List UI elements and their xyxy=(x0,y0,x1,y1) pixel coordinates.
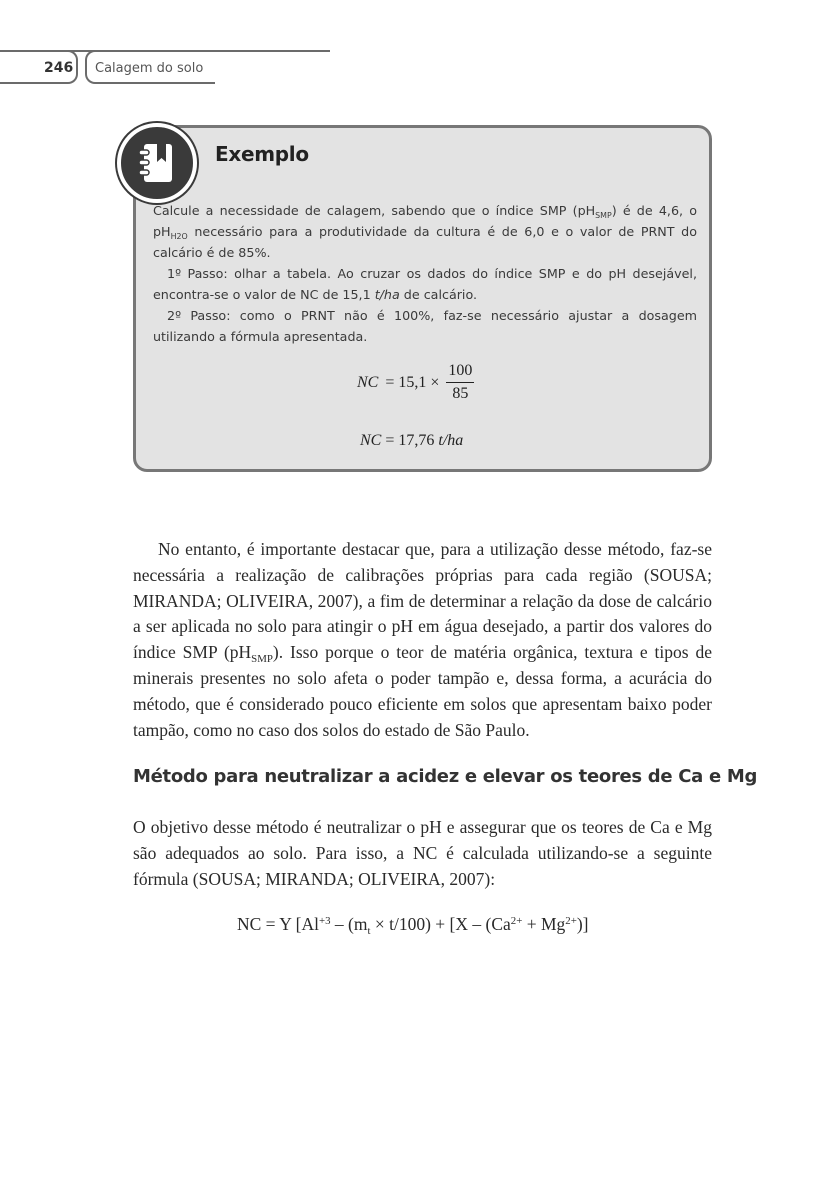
section-heading: Método para neutralizar a acidez e elevar os teores de Ca e Mg xyxy=(133,766,758,787)
formula-nc-fraction: NC = 15,1 × $\frac{100}{85}$ xyxy=(357,362,473,402)
example-badge xyxy=(117,123,197,203)
fraction: $\frac{100}{85}$ xyxy=(448,362,473,402)
running-title: Calagem do solo xyxy=(95,61,204,76)
example-step-1: 1º Passo: olhar a tabela. Ao cruzar os dados do índice SMP e do pH desejável, encontra-se o valor de NC de 15,1 t/ha de calcário. xyxy=(153,266,697,302)
body-paragraph-1: No entanto, é importante destacar que, para a utilização desse método, faz-se necessária a realização de calibrações próprias para cada região (SOUSA; MIRANDA; OLIVEIRA, 2007), a fim de determinar a relação da dose de calcário a ser aplicada no solo para atingir o pH em água desejado, a partir dos valores do índice SMP $(pH_{SMP})$. Isso porque o teor de matéria orgânica, textura e tipos de minerais presentes no solo afeta o poder tampão e, dessa forma, a acurácia do método, que é considerado pouco eficiente em solos que apresentam baixo poder tampão, como no caso dos solos do estado de São Paulo. xyxy=(133,539,712,740)
example-text xyxy=(153,200,697,347)
body-paragraph-2: O objetivo desse método é neutralizar o pH e assegurar que os teores de Ca e Mg são adequados ao solo. Para isso, a NC é calculada utilizando-se a seguinte fórmula (SOUSA; MIRANDA; OLIVEIRA, 2007): xyxy=(133,817,712,889)
page-number: 246 xyxy=(44,60,74,76)
formula-nc-neutralize: NC = Y [$Al^{+3} - (m_t \times t/100) + [X - (Ca^{2+} + Mg^{2+})]$ xyxy=(237,914,589,937)
bookmarked-notebook-icon xyxy=(132,138,182,188)
example-title: Exemplo xyxy=(215,142,309,166)
formula-nc-result: NC = 17,76 t/ha xyxy=(360,432,464,449)
example-statement: Calcule a necessidade de calagem, sabendo que o índice SMP $(pH_{SMP})$ é de 4,6, o $pH_{H2O}$ necessário para a produtividade da cultura é de 6,0 e o valor de PRNT do calcário é de 85%. xyxy=(153,203,697,260)
example-step-2: 2º Passo: como o PRNT não é 100%, faz-se necessário ajustar a dosagem utilizando a fórmula apresentada. xyxy=(153,308,697,344)
